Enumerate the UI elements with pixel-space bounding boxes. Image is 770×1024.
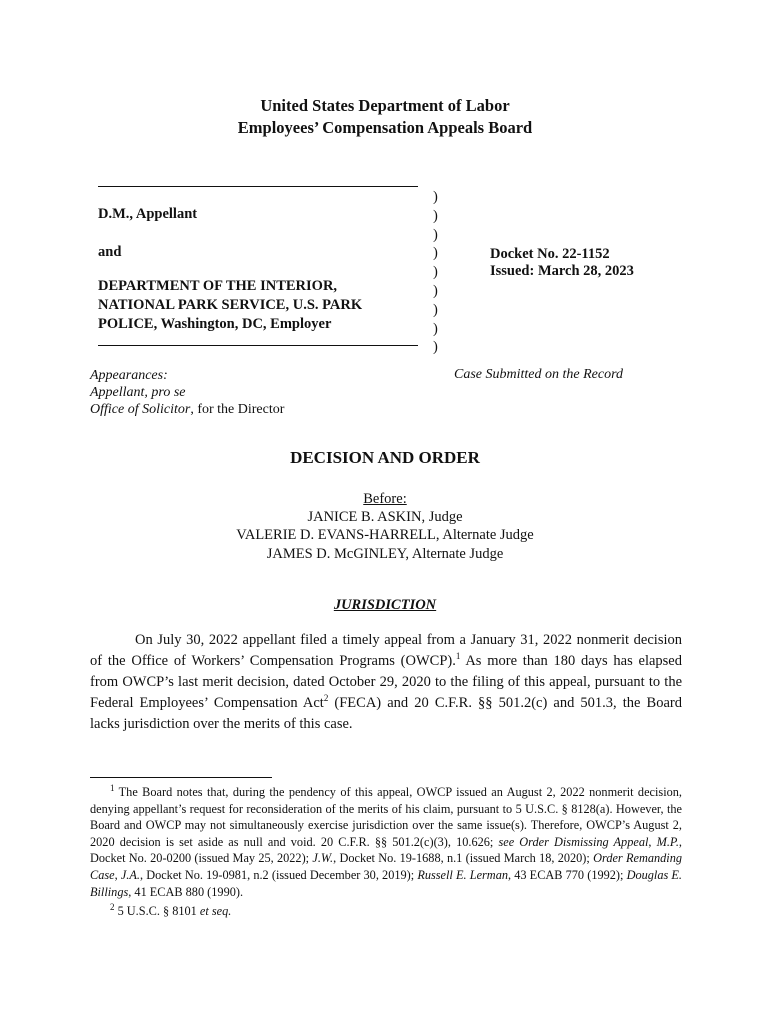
judge-2: VALERIE D. EVANS-HARRELL, Alternate Judge	[236, 527, 534, 543]
footnote-2: $^2$ 5 U.S.C. § 8101 et seq.	[110, 901, 232, 918]
caption-bottom-rule	[98, 345, 418, 346]
appellant-appearance: Appellant, pro se	[90, 385, 186, 400]
judge-3: JAMES D. McGINLEY, Alternate Judge	[266, 546, 504, 562]
footnote-ref-1[interactable]: 1	[455, 651, 461, 662]
solicitor-appearance: Office of Solicitor, for the Director	[90, 402, 285, 417]
employer-line-3: POLICE, Washington, DC, Employer	[98, 316, 332, 332]
employer-line-2: NATIONAL PARK SERVICE, U.S. PARK	[98, 297, 363, 313]
case-submitted-note: Case Submitted on the Record	[454, 367, 624, 382]
board-title: Employees’ Compensation Appeals Board	[237, 118, 533, 137]
issued-date: Issued: March 28, 2023	[490, 263, 634, 279]
footnote-separator	[90, 777, 272, 778]
appearances-label: Appearances:	[90, 368, 168, 383]
employer-line-1: DEPARTMENT OF THE INTERIOR,	[98, 278, 338, 294]
jurisdiction-heading: JURISDICTION	[333, 597, 437, 613]
caption-parentheses: ) ) ) ) ) ) ) ) )	[433, 189, 438, 356]
before-label: Before:	[363, 491, 407, 507]
judge-1: JANICE B. ASKIN, Judge	[307, 509, 463, 525]
footnote-1: $^1$ The Board notes that, during the pendency of this appeal, OWCP issued an August 2, 2022 nonmerit decision, denying appellant’s request for reconsideration of the merits of his claim, pursuant to 5 U.S.C. § 8128(a). However, the Board and OWCP may not simultaneously exercise jurisdiction over the same issue(s). Therefore, OWCP’s August 2, 2020 decision is set aside as null and void. 20 C.F.R. §§ 501.2(c)(3), 10.626; see Order Dismissing Appeal, M.P., Docket No. 20-0200 (issued May 25, 2022); J.W., Docket No. 19-1688, n.1 (issued March 18, 2020); Order Remanding Case, J.A., Docket No. 19-0981, n.2 (issued December 30, 2019); Russell E. Lerman, 43 ECAB 770 (1992); Douglas E. Billings, 41 ECAB 880 (1990).	[90, 782, 683, 899]
and-text: and	[98, 244, 122, 260]
appellant-name: D.M., Appellant	[98, 206, 198, 222]
decision-title: DECISION AND ORDER	[290, 448, 480, 467]
jurisdiction-paragraph: On July 30, 2022 appellant filed a timely appeal from a January 31, 2022 nonmerit decision of the Office of Workers’ Compensation Programs (OWCP).$^1$ As more than 180 days has elapsed from OWCP’s last merit decision, dated October 29, 2020 to the filing of this appeal, pursuant to the Federal Employees’ Compensation Act$^2$ (FECA) and 20 C.F.R. §§ 501.2(c) and 501.3, the Board lacks jurisdiction over the merits of this case.	[90, 632, 682, 732]
agency-title: United States Department of Labor	[260, 96, 510, 115]
docket-number: Docket No. 22-1152	[490, 246, 610, 262]
caption-top-rule	[98, 186, 418, 187]
footnote-ref-2[interactable]: 2	[323, 693, 329, 704]
